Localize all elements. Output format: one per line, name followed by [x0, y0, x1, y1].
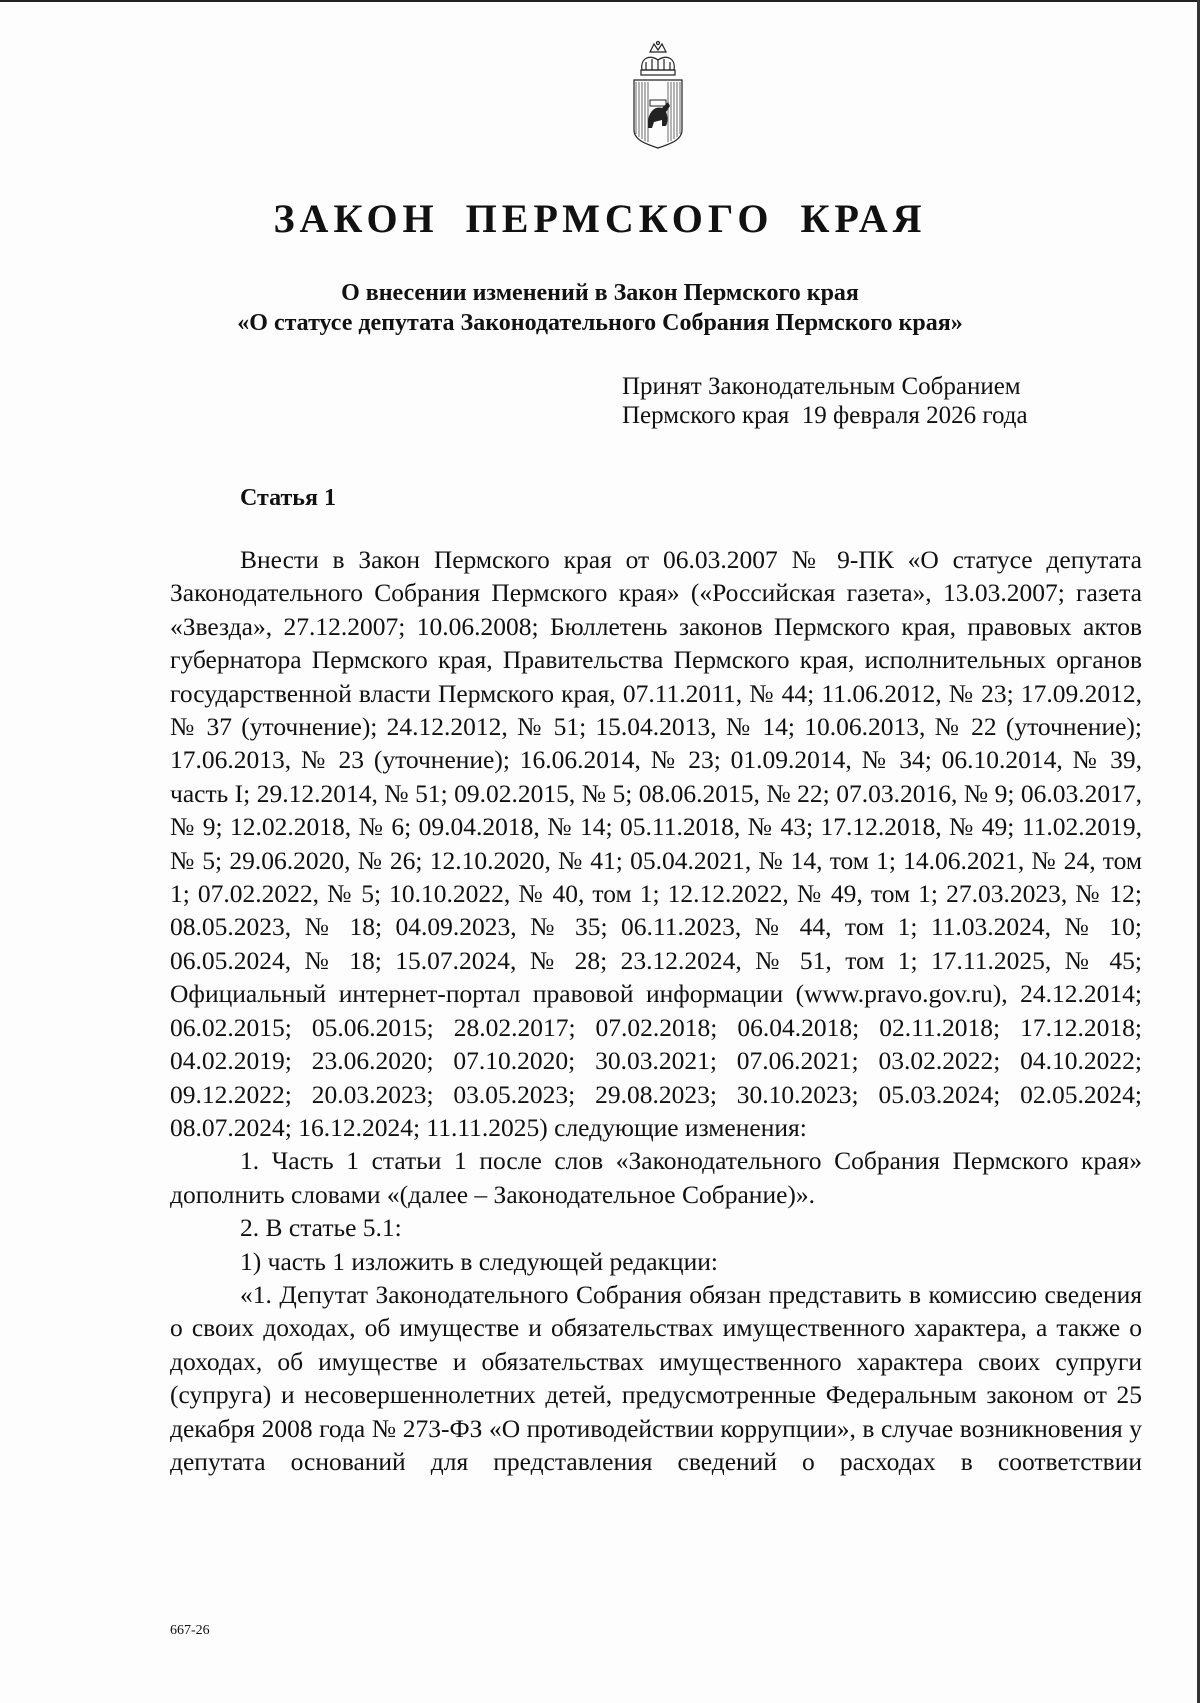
paragraph-main: Внести в Закон Пермского края от 06.03.2007 № 9-ПК «О статусе депутата Законодательного Собрания Пермского края» («Российская газета», 13.03.2007; газета «Звезда», 27.12.2007; 10.06.2008; Бюллетень законов Пермского края, правовых актов губернатора Пермского края, Правительства Пермского края, исполнительных органов государственной власти Пермского края, 07.11.2011, № 44; 11.06.2012, № 23; 17.09.2012, № 37 (уточнение); 24.12.2012, № 51; 15.04.2013, № 14; 10.06.2013, № 22 (уточнение); 17.06.2013, № 23 (уточнение); 16.06.2014, № 23; 01.09.2014, № 34; 06.10.2014, № 39, часть I; 29.12.2014, № 51; 09.02.2015, № 5; 08.06.2015, № 22; 07.03.2016, № 9; 06.03.2017, № 9; 12.02.2018, № 6; 09.04.2018, № 14; 05.11.2018, № 43; 17.12.2018, № 49; 11.02.2019, № 5; 29.06.2020, № 26; 12.10.2020, № 41; 05.04.2021, № 14, том 1; 14.06.2021, № 24, том 1; 07.02.2022, № 5; 10.10.2022, № 40, том 1; 12.12.2022, № 49, том 1; 27.03.2023, № 12; 08.05.2023, № 18; 04.09.2023, № 35; 06.11.2023, № 44, том 1; 11.03.2024, № 10; 06.05.2024, № 18; 15.07.2024, № 28; 23.12.2024, № 51, том 1; 17.11.2025, № 45; Официальный интернет-портал правовой информации (www.pravo.gov.ru), 24.12.2014; 06.02.2015; 05.06.2015; 28.02.2017; 07.02.2018; 06.04.2018; 02.11.2018; 17.12.2018; 04.02.2019; 23.06.2020; 07.10.2020; 30.03.2021; 07.06.2021; 03.02.2022; 04.10.2022; 09.12.2022; 20.03.2023; 03.05.2023; 29.08.2023; 30.10.2023; 05.03.2024; 02.05.2024; 08.07.2024; 16.12.2024; 11.11.2025) следующие изменения:	[170, 545, 1142, 1142]
paragraph-item-2: 2. В статье 5.1:	[240, 1213, 402, 1243]
adoption-line-1: Принят Законодательным Собранием	[622, 373, 1021, 400]
paragraph-item-1: 1. Часть 1 статьи 1 после слов «Законодательного Собрания Пермского края» дополнить словами «(далее – Законодательное Собрание)».	[170, 1146, 1142, 1209]
article-body	[170, 543, 1142, 1478]
footer-code: 667-26	[170, 1623, 210, 1638]
document-title: ЗАКОН ПЕРМСКОГО КРАЯ	[273, 196, 927, 241]
article-heading: Статья 1	[240, 485, 336, 511]
subtitle-line-1: О внесении изменений в Закон Пермского края	[341, 280, 859, 306]
coat-of-arms-icon	[628, 40, 688, 150]
adoption-line-2: Пермского края 19 февраля 2026 года	[622, 402, 1028, 429]
subtitle-line-2: «О статусе депутата Законодательного Собрания Пермского края»	[237, 310, 963, 336]
document-subtitle	[0, 278, 1200, 338]
paragraph-subitem-1: 1) часть 1 изложить в следующей редакции:	[240, 1246, 718, 1276]
paragraph-quote: «1. Депутат Законодательного Собрания обязан представить в комиссию сведения о своих доходах, об имуществе и обязательствах имущественного характера, а также о доходах, об имуществе и обязательствах имущественного характера своих супруги (супруга) и несовершеннолетних детей, предусмотренные Федеральным законом от 25 декабря 2008 года № 273-ФЗ «О противодействии коррупции», в случае возникновения у депутата оснований для представления сведений о расходах в соответствии	[170, 1279, 1142, 1476]
scan-top-edge	[0, 0, 1200, 2]
adoption-note	[622, 372, 1028, 430]
